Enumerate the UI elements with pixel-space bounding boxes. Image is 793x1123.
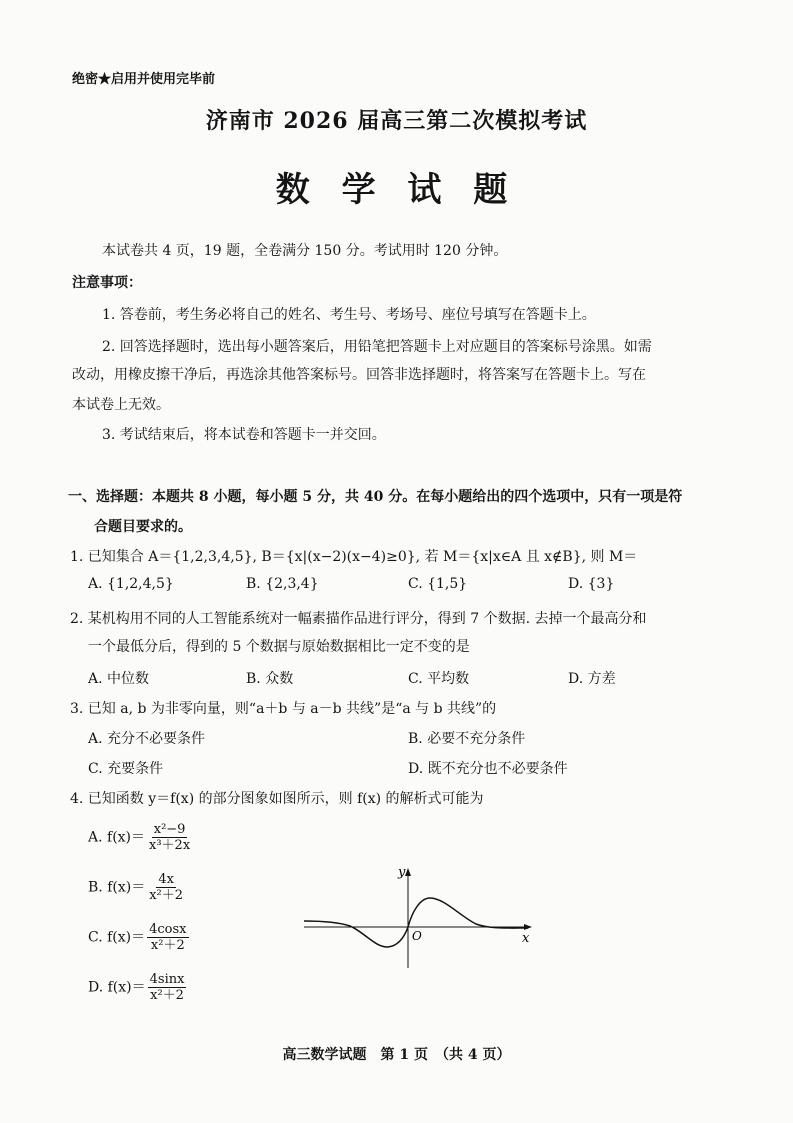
q4-option-d-label: D. f(x)＝ [88,979,146,996]
q4-option-a-fraction [147,822,192,853]
q4-option-a-numerator: x²−9 [153,822,186,837]
q4-option-b-numerator: 4x [158,872,174,887]
q4-stem: 4. 已知函数 y＝f(x) 的部分图象如图所示，则 f(x) 的解析式可能为 [70,791,484,807]
note-2-line-1: 2. 回答选择题时，选出每小题答案后，用铅笔把答题卡上对应题目的答案标号涂黑。如需 [102,339,652,355]
note-2-line-2: 改动，用橡皮擦干净后，再选涂其他答案标号。回答非选择题时，将答案写在答题卡上。写在 [72,367,646,383]
y-axis-label: y [398,865,406,880]
q4-option-d-fraction [148,972,187,1003]
page-footer: 高三数学试题 第 1 页 （共 4 页） [282,1047,511,1063]
intro-text: 本试卷共 4 页，19 题，全卷满分 150 分。考试用时 120 分钟。 [102,243,508,259]
q1-stem: 1. 已知集合 A＝{1,2,3,4,5}, B＝{x|(x−2)(x−4)≥0}, 若 M＝{x|x∈A 且 x∉B}, 则 M＝ [70,549,638,565]
q2-stem-line-1: 2. 某机构用不同的人工智能系统对一幅素描作品进行评分，得到 7 个数据. 去掉一个最高分和 [70,611,647,627]
note-3: 3. 考试结束后，将本试卷和答题卡一并交回。 [102,427,386,443]
q2-option-b: B. 众数 [246,671,294,687]
q3-option-d: D. 既不充分也不必要条件 [408,761,568,777]
q3-option-c: C. 充要条件 [88,761,164,777]
section-1-heading-line-2: 合题目要求的。 [94,519,192,535]
q2-option-d: D. 方差 [568,671,616,687]
q4-option-a-label: A. f(x)＝ [88,829,146,846]
q1-option-c: C. {1,5} [408,576,468,592]
q3-option-b: B. 必要不充分条件 [408,731,526,747]
q1-option-d: D. {3} [568,576,615,592]
q4-option-c-numerator: 4cosx [149,922,187,937]
confidential-mark: 绝密★启用并使用完毕前 [72,72,216,87]
exam-title: 济南市 2026 届高三第二次模拟考试 [205,108,588,134]
q1-option-a: A. {1,2,4,5} [88,576,174,592]
notes-heading: 注意事项： [72,275,142,291]
q2-option-c: C. 平均数 [408,671,470,687]
q4-option-d-denominator: x²＋2 [150,988,184,1003]
q1-option-b: B. {2,3,4} [246,576,319,592]
q2-option-a: A. 中位数 [88,671,150,687]
q2-stem-line-2: 一个最低分后，得到的 5 个数据与原始数据相比一定不变的是 [88,639,470,655]
q4-option-b [88,872,185,903]
q4-option-c-denominator: x²＋2 [150,938,185,953]
q4-option-a-denominator: x³＋2x [149,838,191,853]
q4-option-d [88,972,186,1003]
function-graph [300,858,540,973]
note-1: 1. 答卷前，考生务必将自己的姓名、考生号、考场号、座位号填写在答题卡上。 [102,307,596,323]
q4-option-c-label: C. f(x)＝ [88,929,146,946]
q4-option-b-denominator: x²＋2 [149,888,184,903]
subject-title: 数 学 试 题 [275,170,518,210]
x-axis-arrow [524,924,532,930]
x-axis-label: x [522,931,530,946]
q4-option-c-fraction [147,922,188,953]
y-axis-arrow [405,868,411,876]
q4-option-c [88,922,189,953]
q3-stem: 3. 已知 a, b 为非零向量，则“a＋b 与 a－b 共线”是“a 与 b 共线”的 [70,701,497,717]
q4-option-b-label: B. f(x)＝ [88,879,146,896]
q4-option-a [88,822,192,853]
origin-label: O [412,929,422,943]
q4-option-d-numerator: 4sinx [149,972,185,987]
q4-option-b-fraction [147,872,185,903]
note-2-line-3: 本试卷上无效。 [72,397,170,413]
q3-option-a: A. 充分不必要条件 [88,731,206,747]
section-1-heading-line-1: 一、选择题：本题共 8 小题，每小题 5 分，共 40 分。在每小题给出的四个选项中，只有一项是符 [68,489,683,505]
